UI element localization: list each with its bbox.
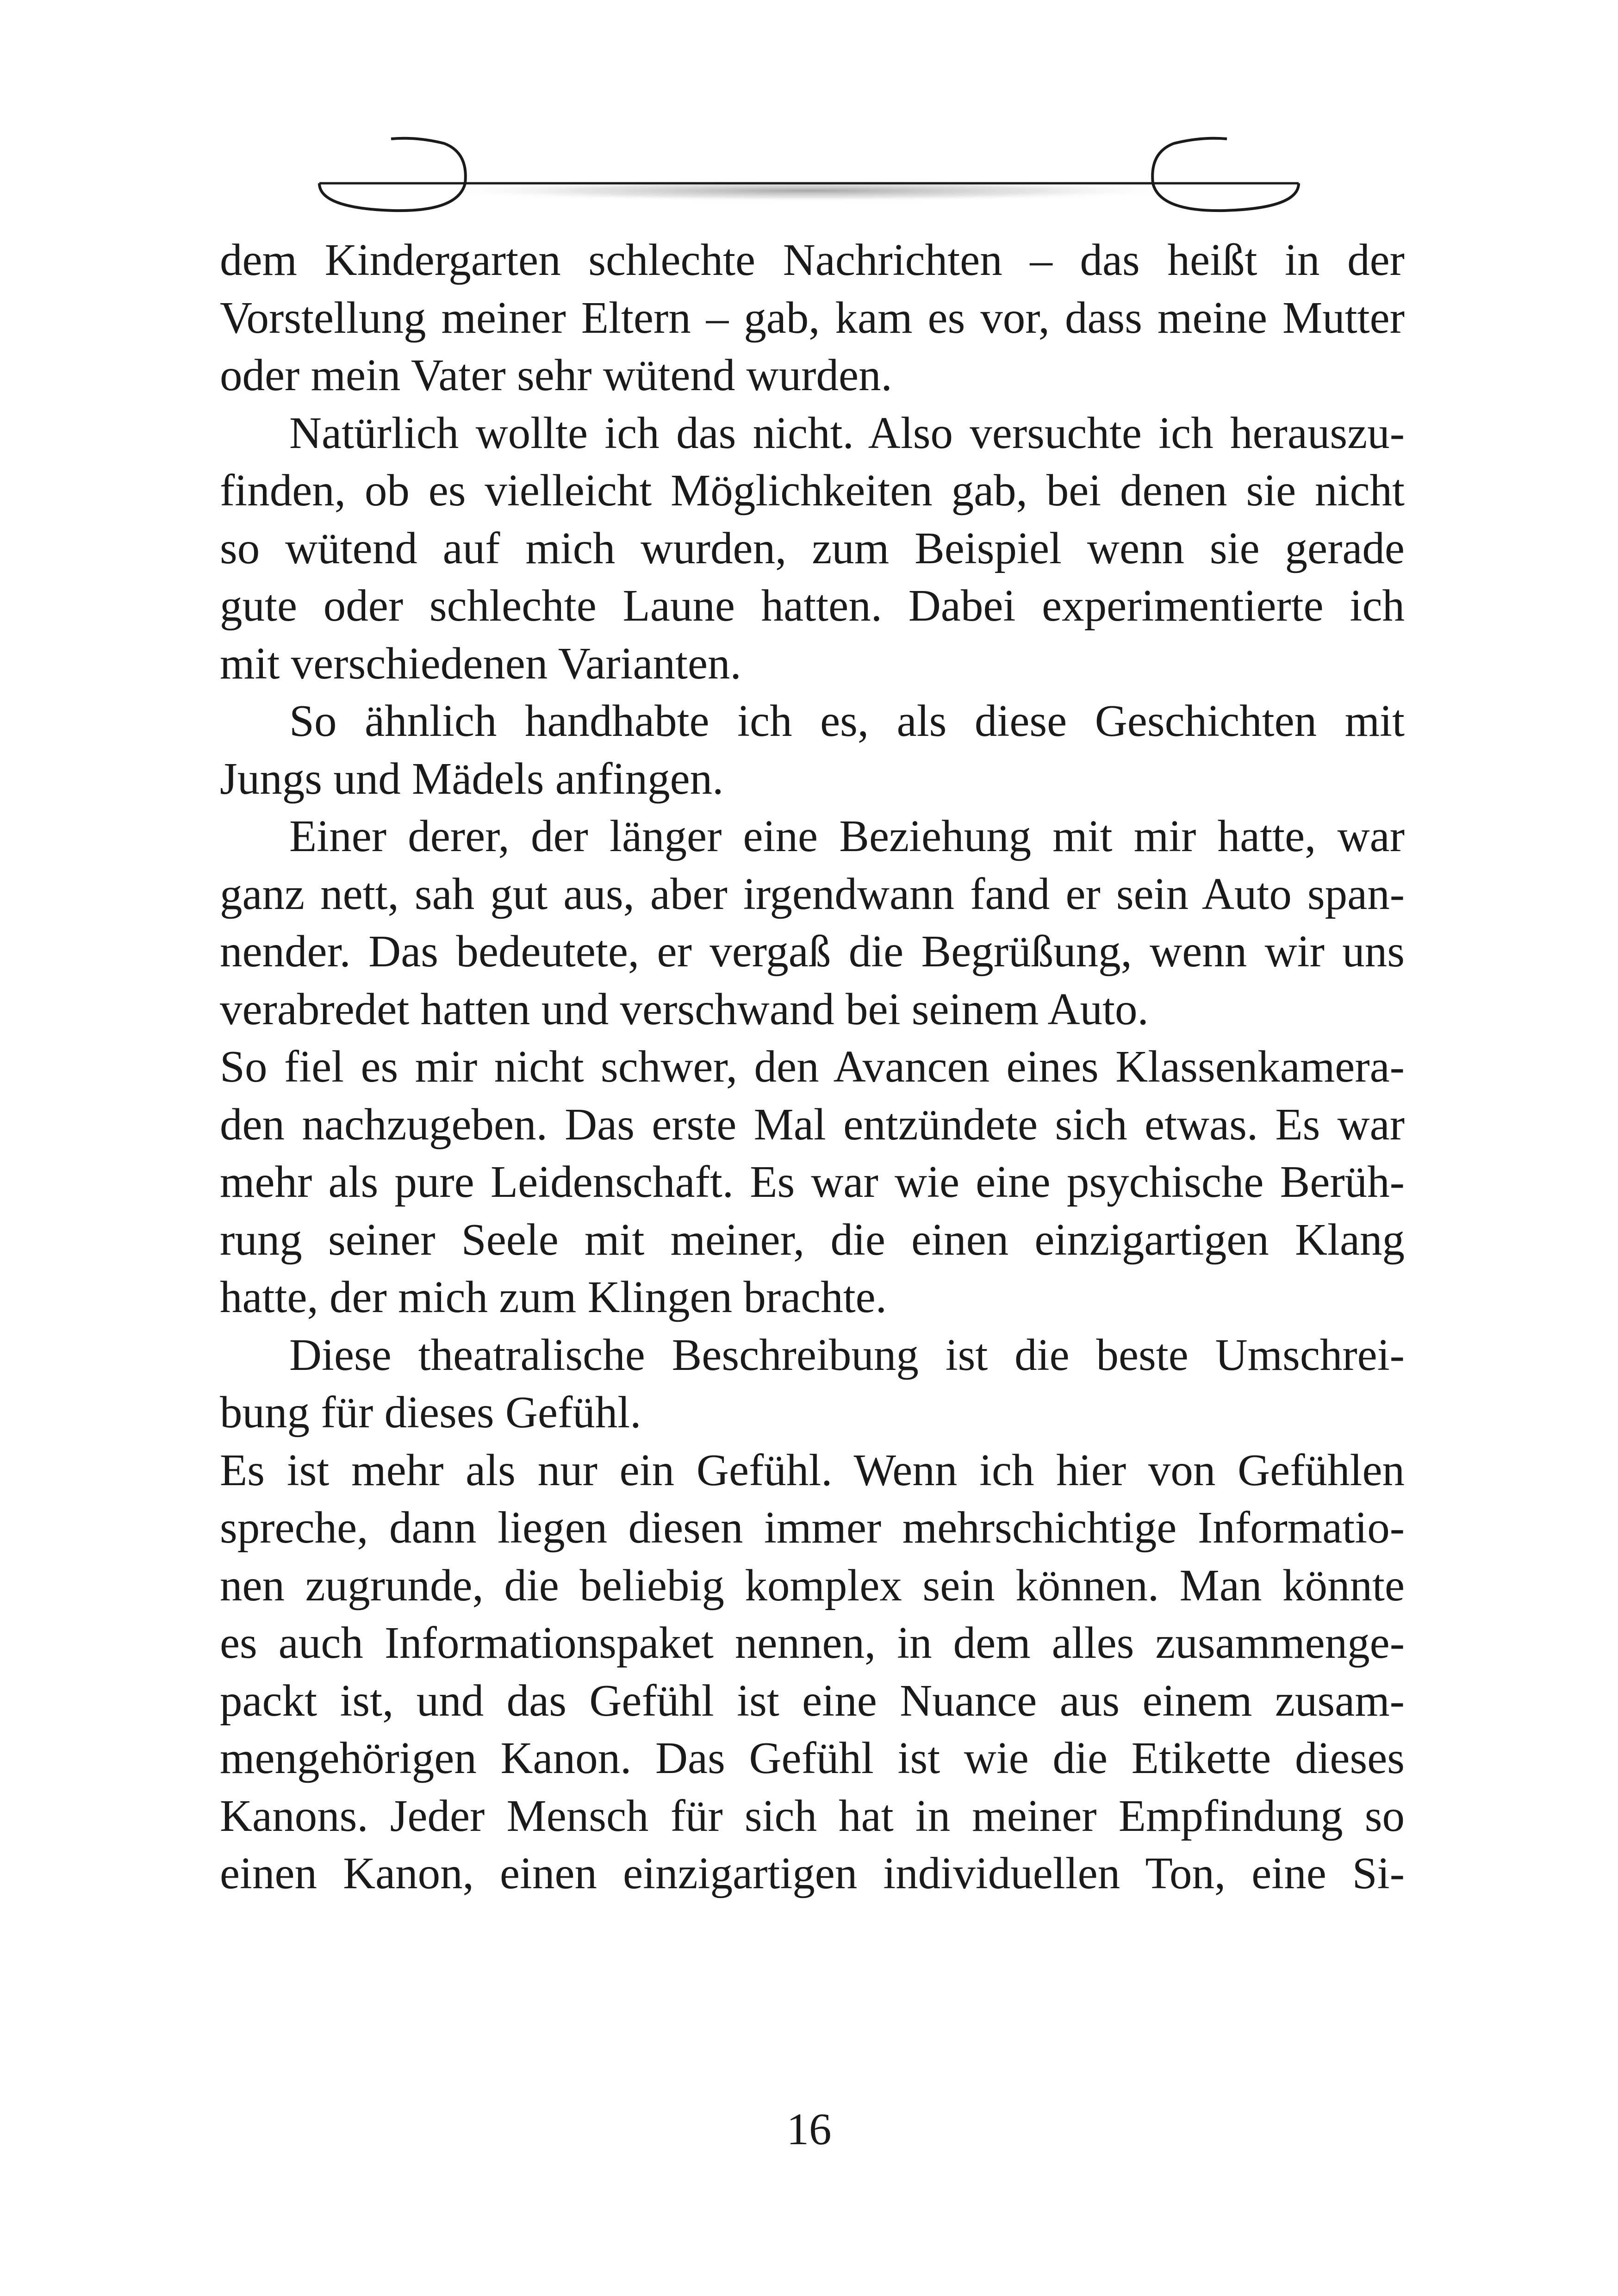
text-line: Vorstellung meiner Eltern – gab, kam es vor, dass meine Mutter: [220, 292, 1405, 342]
text-line: den nachzugeben. Das erste Mal entzündete sich etwas. Es war: [220, 1099, 1405, 1149]
text-line: rung seiner Seele mit meiner, die einen einzigartigen Klang: [220, 1214, 1405, 1264]
text-line: finden, ob es vielleicht Möglichkeiten gab, bei denen sie nicht: [220, 466, 1405, 515]
text-line: mit verschiedenen Varianten.: [220, 638, 741, 688]
text-line: mengehörigen Kanon. Das Gefühl ist wie die Etikette dieses: [220, 1733, 1405, 1783]
text-line: ganz nett, sah gut aus, aber irgendwann fand er sein Auto span-: [220, 869, 1405, 919]
text-line: nen zugrunde, die beliebig komplex sein können. Man könnte: [220, 1560, 1405, 1610]
text-line: spreche, dann liegen diesen immer mehrschichtige Informatio-: [220, 1503, 1405, 1552]
text-line: verabredet hatten und verschwand bei seinem Auto.: [220, 984, 1149, 1034]
text-line: bung für dieses Gefühl.: [220, 1388, 641, 1437]
text-line: gute oder schlechte Laune hatten. Dabei experimentierte ich: [220, 581, 1405, 630]
text-line: hatte, der mich zum Klingen brachte.: [220, 1272, 887, 1322]
text-line: mehr als pure Leidenschaft. Es war wie eine psychische Berüh-: [220, 1157, 1405, 1207]
text-line: dem Kindergarten schlechte Nachrichten – das heißt in der: [220, 235, 1405, 285]
page-number: 16: [786, 2104, 832, 2154]
text-line: So ähnlich handhabte ich es, als diese Geschichten mit: [289, 696, 1405, 746]
text-line: Natürlich wollte ich das nicht. Also versuchte ich herauszu-: [289, 408, 1405, 458]
body-text: [220, 231, 1405, 1903]
text-line: oder mein Vater sehr wütend wurden.: [220, 350, 892, 400]
text-line: Einer derer, der länger eine Beziehung mit mir hatte, war: [289, 811, 1405, 861]
text-line: Es ist mehr als nur ein Gefühl. Wenn ich hier von Gefühlen: [220, 1445, 1405, 1495]
text-line: So fiel es mir nicht schwer, den Avancen eines Klassenkamera-: [220, 1042, 1405, 1091]
text-line: Diese theatralische Beschreibung ist die beste Umschrei-: [289, 1330, 1405, 1380]
text-line: so wütend auf mich wurden, zum Beispiel wenn sie gerade: [220, 523, 1405, 573]
header-swash-ornament-icon: [0, 0, 1618, 241]
text-line: einen Kanon, einen einzigartigen individuellen Ton, eine Si-: [220, 1848, 1405, 1898]
text-line: Kanons. Jeder Mensch für sich hat in meiner Empfindung so: [220, 1791, 1405, 1841]
text-line: packt ist, und das Gefühl ist eine Nuance aus einem zusam-: [220, 1675, 1405, 1725]
text-line: es auch Informationspaket nennen, in dem alles zusammenge-: [220, 1618, 1405, 1668]
text-line: Jungs und Mädels anfingen.: [220, 753, 724, 803]
text-line: nender. Das bedeutete, er vergaß die Begrüßung, wenn wir uns: [220, 927, 1405, 976]
